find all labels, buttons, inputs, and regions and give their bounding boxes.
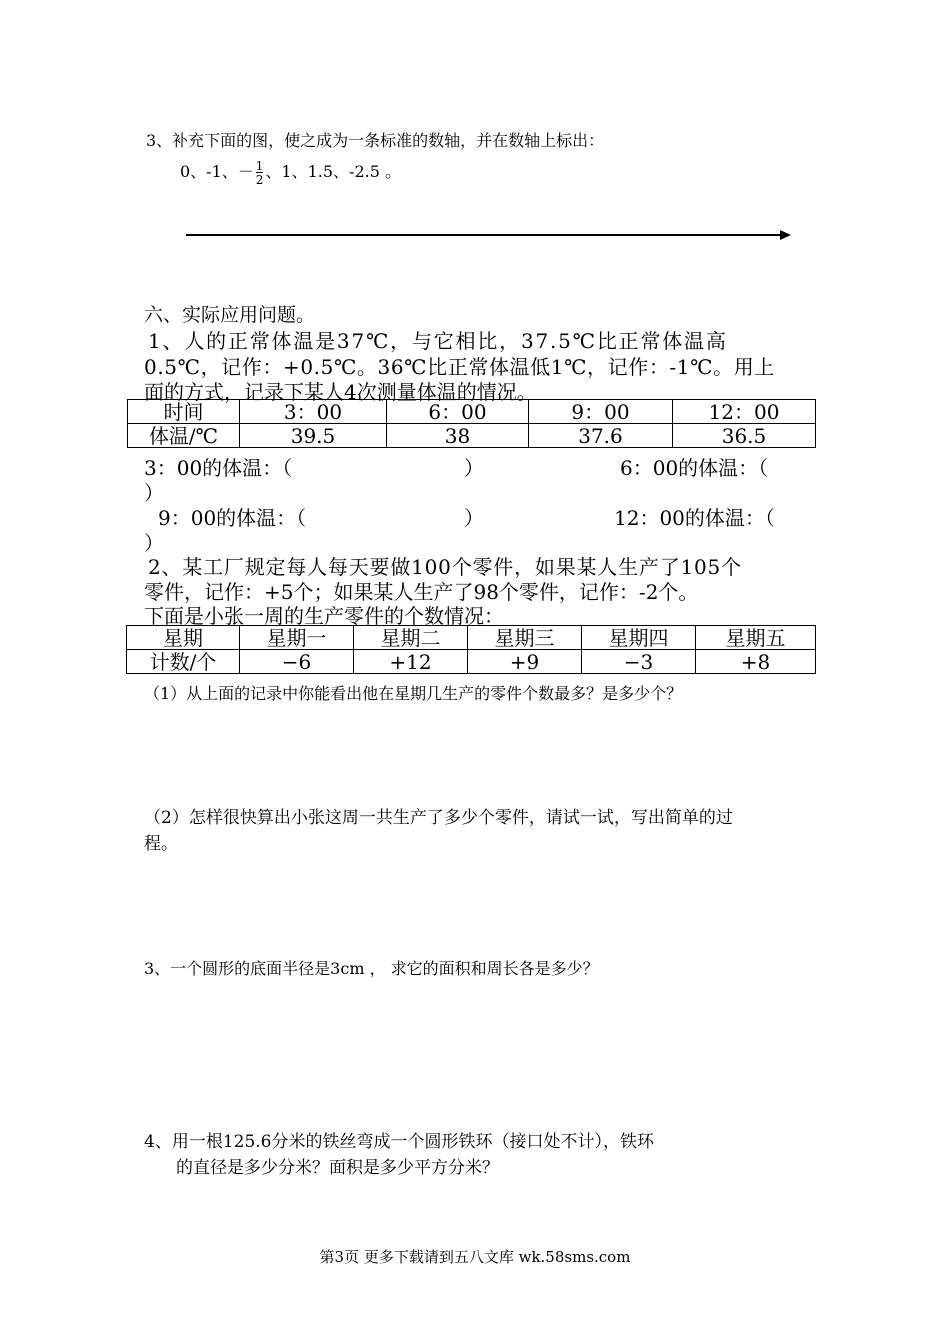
table-cell: 3：00 xyxy=(240,400,387,424)
table-cell: 星期五 xyxy=(696,626,816,650)
table-cell: 38 xyxy=(387,424,529,448)
subquestion-2-line2: 程。 xyxy=(144,834,178,854)
blank-6oclock-close: ） xyxy=(144,481,164,505)
subquestion-1: （1）从上面的记录中你能看出他在星期几生产的零件个数最多？是多少个？ xyxy=(144,684,683,703)
question-4-line2: 的直径是多少分米？面积是多少平方分米？ xyxy=(176,1158,499,1178)
blank-12oclock-close: ） xyxy=(144,531,164,555)
table-cell: 计数/个 xyxy=(127,650,240,674)
blank-9oclock-label: 9：00的体温：（ xyxy=(158,506,307,530)
blank-6oclock-label: 6：00的体温：（ xyxy=(620,456,769,480)
fraction-half xyxy=(256,160,264,186)
table-cell: 9：00 xyxy=(529,400,673,424)
blank-9oclock-close: ） xyxy=(464,506,484,530)
problem1-line1: 1、人的正常体温是37℃，与它相比，37.5℃比正常体温高 xyxy=(148,329,728,353)
problem1-line2: 0.5℃，记作：+0.5℃。36℃比正常体温低1℃，记作：-1℃。用上 xyxy=(144,355,775,379)
number-line xyxy=(186,234,782,236)
section-title: 六、实际应用问题。 xyxy=(144,304,316,326)
table-cell: 时间 xyxy=(128,400,240,424)
axis-values-after: 、1、1.5、-2.5 。 xyxy=(265,162,401,181)
fraction-numerator: 1 xyxy=(255,158,264,173)
table-cell: 星期二 xyxy=(354,626,468,650)
question-4-line1: 4、用一根125.6分米的铁丝弯成一个圆形铁环（接口处不计），铁环 xyxy=(144,1132,654,1152)
table-row xyxy=(128,424,816,448)
axis-values-before: 0、-1、－ xyxy=(180,162,254,181)
subquestion-2-line1: （2）怎样很快算出小张这周一共生产了多少个零件，请试一试，写出简单的过 xyxy=(144,808,733,828)
table-cell: 39.5 xyxy=(240,424,387,448)
table-cell: 星期四 xyxy=(582,626,696,650)
table-cell: +9 xyxy=(468,650,582,674)
axis-values xyxy=(180,157,401,187)
table-cell: +12 xyxy=(354,650,468,674)
table-cell: 星期三 xyxy=(468,626,582,650)
problem2-line3: 下面是小张一周的生产零件的个数情况： xyxy=(144,604,504,628)
question-3-circle: 3、一个圆形的底面半径是3cm ， 求它的面积和周长各是多少？ xyxy=(144,959,599,978)
table-cell: 36.5 xyxy=(673,424,816,448)
table-cell: −6 xyxy=(240,650,354,674)
blank-3oclock-close: ） xyxy=(464,456,484,480)
table-cell: 体温/℃ xyxy=(128,424,240,448)
blank-3oclock-label: 3：00的体温：（ xyxy=(144,456,293,480)
table-cell: 6：00 xyxy=(387,400,529,424)
table-row xyxy=(128,400,816,424)
temperature-table xyxy=(127,399,816,448)
table-cell: +8 xyxy=(696,650,816,674)
problem1-line3: 面的方式，记录下某人4次测量体温的情况。 xyxy=(144,380,537,404)
table-cell: −3 xyxy=(582,650,696,674)
page-footer: 第3页 更多下载请到五八文库 wk.58sms.com xyxy=(319,1248,631,1266)
axis-question-prompt: 3、补充下面的图，使之成为一条标准的数轴，并在数轴上标出： xyxy=(146,131,605,150)
blank-12oclock-label: 12：00的体温：（ xyxy=(614,506,775,530)
table-cell: 星期 xyxy=(127,626,240,650)
table-row xyxy=(127,626,816,650)
number-line-arrowhead xyxy=(780,230,791,240)
problem2-line2: 零件，记作：+5个；如果某人生产了98个零件，记作：-2个。 xyxy=(144,580,699,604)
table-cell: 37.6 xyxy=(529,424,673,448)
table-row xyxy=(127,650,816,674)
table-cell: 星期一 xyxy=(240,626,354,650)
table-cell: 12：00 xyxy=(673,400,816,424)
fraction-denominator: 2 xyxy=(255,172,264,187)
parts-table xyxy=(126,625,816,674)
problem2-line1: 2、某工厂规定每人每天要做100个零件，如果某人生产了105个 xyxy=(148,555,742,579)
